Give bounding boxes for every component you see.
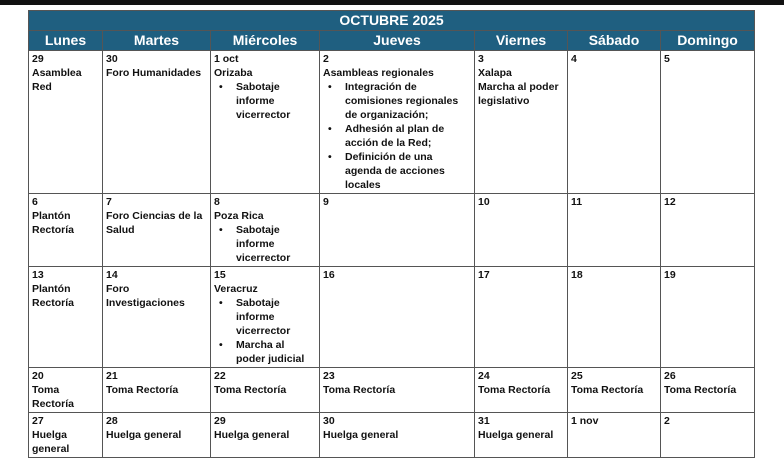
day-cell	[320, 368, 475, 413]
day-cell	[29, 267, 103, 368]
event-text: Xalapa	[478, 67, 512, 79]
day-number: 31	[478, 415, 490, 427]
event-list-item: • Sabotaje informe vicerrector	[236, 80, 316, 122]
day-cell	[568, 51, 661, 194]
day-cell	[211, 267, 320, 368]
event-text: Orizaba	[214, 67, 253, 79]
event-list-item: • Marcha al poder judicial	[236, 338, 316, 366]
day-number: 2	[323, 53, 329, 65]
event-list-item: • Definición de una agenda de acciones locales	[345, 150, 471, 192]
day-cell	[661, 194, 755, 267]
day-number: 7	[106, 196, 112, 208]
day-number: 1 nov	[571, 415, 599, 427]
day-number: 18	[571, 269, 583, 281]
event-list-item: • Sabotaje informe vicerrector	[236, 223, 316, 265]
day-number: 30	[106, 53, 118, 65]
day-number: 2	[664, 415, 670, 427]
event-list	[214, 80, 316, 122]
day-number: 19	[664, 269, 676, 281]
day-number: 20	[32, 370, 44, 382]
weekday-header-row	[29, 31, 755, 51]
event-text: Huelga general	[32, 429, 70, 455]
day-number: 3	[478, 53, 484, 65]
day-cell	[320, 51, 475, 194]
event-text: Plantón Rectoría	[32, 210, 75, 236]
event-text: Toma Rectoría	[571, 384, 644, 396]
event-text: Foro Investigaciones	[106, 283, 185, 309]
event-text: Toma Rectoría	[32, 384, 75, 410]
event-text: Huelga general	[106, 429, 182, 441]
day-number: 17	[478, 269, 490, 281]
event-list-item: • Adhesión al plan de acción de la Red;	[345, 122, 471, 150]
day-cell	[211, 51, 320, 194]
weekday-header: Jueves	[320, 31, 475, 51]
day-cell	[29, 413, 103, 458]
day-cell	[211, 194, 320, 267]
day-number: 25	[571, 370, 583, 382]
event-text: Foro Ciencias de la Salud	[106, 210, 203, 236]
event-text: Toma Rectoría	[214, 384, 287, 396]
day-number: 26	[664, 370, 676, 382]
event-text: Asamblea Red	[32, 67, 82, 93]
day-number: 24	[478, 370, 490, 382]
event-list-item: • Integración de comisiones regionales de organización;	[345, 80, 471, 122]
day-number: 14	[106, 269, 118, 281]
day-number: 13	[32, 269, 44, 281]
day-cell	[475, 194, 568, 267]
day-cell	[475, 413, 568, 458]
day-number: 8	[214, 196, 220, 208]
event-text: Toma Rectoría	[664, 384, 737, 396]
day-cell	[29, 194, 103, 267]
day-cell	[320, 267, 475, 368]
day-cell	[103, 267, 211, 368]
day-number: 10	[478, 196, 490, 208]
day-cell	[475, 51, 568, 194]
event-text: Marcha al poder legislativo	[478, 81, 559, 107]
day-number: 1 oct	[214, 53, 239, 65]
day-number: 29	[214, 415, 226, 427]
day-number: 28	[106, 415, 118, 427]
event-list	[214, 223, 316, 265]
day-cell	[568, 267, 661, 368]
day-cell	[211, 413, 320, 458]
day-number: 27	[32, 415, 44, 427]
event-text: Huelga general	[478, 429, 554, 441]
day-number: 4	[571, 53, 577, 65]
event-list-item: • Sabotaje informe vicerrector	[236, 296, 316, 338]
week-row	[29, 194, 755, 267]
day-cell	[103, 51, 211, 194]
day-number: 15	[214, 269, 226, 281]
day-number: 6	[32, 196, 38, 208]
top-bar	[0, 0, 784, 5]
calendar-table	[28, 10, 755, 458]
day-number: 29	[32, 53, 44, 65]
event-text: Huelga general	[323, 429, 399, 441]
day-cell	[320, 194, 475, 267]
event-text: Asambleas regionales	[323, 67, 434, 79]
week-row	[29, 413, 755, 458]
weekday-header: Sábado	[568, 31, 661, 51]
day-number: 5	[664, 53, 670, 65]
event-list	[214, 296, 316, 366]
day-number: 30	[323, 415, 335, 427]
day-number: 21	[106, 370, 118, 382]
event-list	[323, 80, 471, 192]
weekday-header: Domingo	[661, 31, 755, 51]
event-text: Plantón Rectoría	[32, 283, 75, 309]
day-cell	[103, 194, 211, 267]
day-cell	[320, 413, 475, 458]
day-cell	[661, 51, 755, 194]
day-cell	[568, 413, 661, 458]
day-cell	[661, 413, 755, 458]
day-number: 22	[214, 370, 226, 382]
weekday-header: Lunes	[29, 31, 103, 51]
week-row	[29, 267, 755, 368]
calendar-title: OCTUBRE 2025	[29, 11, 755, 31]
day-cell	[103, 413, 211, 458]
day-cell	[475, 368, 568, 413]
week-row	[29, 51, 755, 194]
day-number: 9	[323, 196, 329, 208]
event-text: Huelga general	[214, 429, 290, 441]
day-cell	[29, 368, 103, 413]
weekday-header: Viernes	[475, 31, 568, 51]
event-text: Foro Humanidades	[106, 67, 202, 79]
event-text: Poza Rica	[214, 210, 264, 222]
event-text: Toma Rectoría	[323, 384, 396, 396]
day-number: 23	[323, 370, 335, 382]
weekday-header: Miércoles	[211, 31, 320, 51]
day-cell	[568, 194, 661, 267]
day-cell	[475, 267, 568, 368]
event-text: Veracruz	[214, 283, 258, 295]
day-cell	[211, 368, 320, 413]
day-cell	[103, 368, 211, 413]
event-text: Toma Rectoría	[478, 384, 551, 396]
day-number: 12	[664, 196, 676, 208]
weekday-header: Martes	[103, 31, 211, 51]
event-text: Toma Rectoría	[106, 384, 179, 396]
day-cell	[568, 368, 661, 413]
week-row	[29, 368, 755, 413]
day-number: 11	[571, 196, 583, 208]
day-cell	[661, 368, 755, 413]
day-cell	[29, 51, 103, 194]
day-number: 16	[323, 269, 335, 281]
day-cell	[661, 267, 755, 368]
